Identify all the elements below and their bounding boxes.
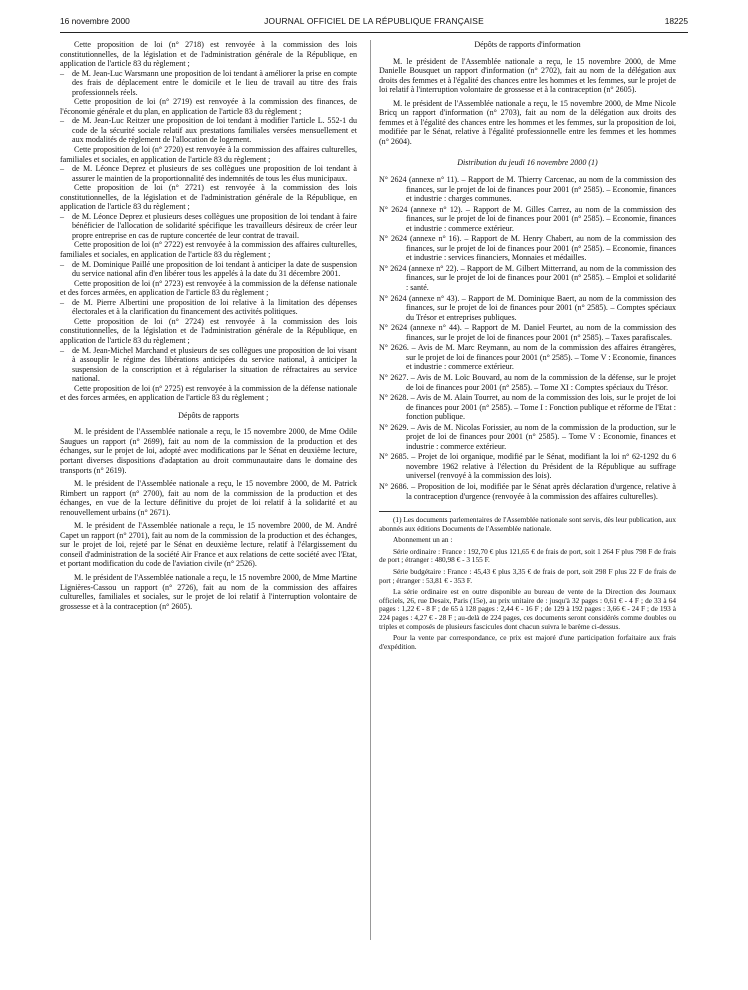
reports-list [60,427,357,611]
distribution-entry: N° 2624 (annexe n° 11). – Rapport de M. Thierry Carcenac, au nom de la commission des finances, sur le projet de loi de finances pour 2001 (n° 2585). – Economie, finances et industrie : charges communes. [379,175,676,204]
footnote-paragraph: Série budgétaire : France : 45,43 € plus 3,35 € de frais de port, soit 298 F plus 22 F de frais de port ; étranger : 53,81 € - 353 F. [379,567,676,585]
distribution-entry: N° 2629. – Avis de M. Nicolas Forissier, au nom de la commission de la production, sur le projet de loi de finances pour 2001 (n° 2585). – Tome V : Economie, finances et industrie : commerce extérieur. [379,422,676,451]
referral-paragraph: Cette proposition de loi (n° 2721) est renvoyée à la commission des lois constitutionnelles, de la législation et de l'administration générale de la République, en application de l'article 83 du règlement ; [60,183,357,212]
info-report-paragraph: M. le président de l'Assemblée nationale a reçu, le 15 novembre 2000, de Mme Danielle Bousquet un rapport d'information (n° 2702), fait au nom de la délégation aux droits des femmes et à l'égalité des chances entre les hommes et les femmes, sur le projet de loi relatif à l'interruption volontaire de grossesse et à la contraception (n° 2605). [379,56,676,95]
page-number: 18225 [664,16,688,26]
bill-entry: – de M. Pierre Albertini une proposition de loi relative à la limitation des dépenses électorales et à la clarification du financement des activités politiques. [60,298,357,317]
report-paragraph: M. le président de l'Assemblée nationale a reçu, le 15 novembre 2000, de M. André Capet un rapport (n° 2701), fait au nom de la commission de la production et des échanges, sur le projet de loi, rejeté par le Sénat en deuxième lecture, relatif à l'élargissement du conseil d'administration de la société Air France et aux relations de cette société avec l'Etat, et portant modification du code de l'aviation civile (n° 2526). [60,521,357,569]
footnote-paragraph: La série ordinaire est en outre disponible au bureau de vente de la Direction des Journaux officiels, 26, rue Desaix, Paris (15e), au prix unitaire de : jusqu'à 32 pages : 0,61 € - 4 F ; de 33 à 64 pages : 1,22 € - 8 F ; de 65 à 128 pages : 2,44 € - 16 F ; de 129 à 192 pages : 3,66 € - 24 F ; de 193 à 224 pages : 4,27 € - 28 F ; au-delà de 224 pages, ces documents seront considérés comme doubles ou triples et composés de plusieurs fascicules dont chacun suivra le barème ci-dessus. [379,587,676,631]
distribution-entry: N° 2686. – Proposition de loi, modifiée par le Sénat après déclaration d'urgence, relative à la contraception d'urgence (renvoyée à la commission des affaires culturelles). [379,481,676,501]
journal-title: JOURNAL OFFICIEL DE LA RÉPUBLIQUE FRANÇAISE [264,16,484,26]
referrals-list [60,40,357,403]
footnote-paragraph: (1) Les documents parlementaires de l'Assemblée nationale sont servis, dès leur publication, aux abonnés aux éditions Documents de l'Assemblée nationale. [379,515,676,533]
bill-entry: – de M. Jean-Luc Reitzer une proposition de loi tendant à modifier l'article L. 552-1 du code de la sécurité sociale relatif aux prestations familiales versées mensuellement et aux modalités de règlement de l'allocation de logement. [60,116,357,145]
bill-entry: – de M. Jean-Luc Warsmann une proposition de loi tendant à améliorer la prise en compte des frais de déplacement entre le domicile et le lieu de travail au titre des frais professionnels réels. [60,69,357,98]
referral-paragraph: Cette proposition de loi (n° 2723) est renvoyée à la commission de la défense nationale et des forces armées, en application de l'article 83 du règlement ; [60,278,357,298]
referral-paragraph: Cette proposition de loi (n° 2724) est renvoyée à la commission des lois constitutionnelles, de la législation et de l'administration générale de la République, en application de l'article 83 du règlement ; [60,316,357,345]
distribution-entry: N° 2685. – Projet de loi organique, modifié par le Sénat, modifiant la loi n° 62-1292 du 6 novembre 1962 relative à l'élection du Président de la République au suffrage universel (renvoyé à la commission des lois). [379,452,676,481]
distribution-entry: N° 2624 (annexe n° 16). – Rapport de M. Henry Chabert, au nom de la commission des finances, sur le projet de loi de finances pour 2001 (n° 2585). – Economie, finances et industrie : services financiers, Monnaies et médailles. [379,234,676,263]
footnotes [379,516,676,651]
bill-entry: – de M. Jean-Michel Marchand et plusieurs de ses collègues une proposition de loi visant à assouplir le régime des libérations anticipées du service national, à anticiper la suspension de la conscription et à régulariser la situation de réfractaires au service national. [60,346,357,384]
page-header [60,16,688,30]
distribution-list [379,175,676,501]
referral-paragraph: Cette proposition de loi (n° 2725) est renvoyée à la commission de la défense nationale et des forces armées, en application de l'article 83 du règlement ; [60,383,357,403]
footnote-paragraph: Abonnement un an : [393,535,453,545]
distribution-entry: N° 2626. – Avis de M. Marc Reymann, au nom de la commission des affaires étrangères, sur le projet de loi de finances pour 2001 (n° 2585). – Tome V : Economie, finances et industrie : commerce extérieur. [379,343,676,372]
bill-entry: – de M. Dominique Paillé une proposition de loi tendant à anticiper la date de suspension du service national afin d'en libérer tous les appelés à la date du 31 décembre 2001. [60,260,357,279]
header-rule [60,32,688,33]
report-paragraph: M. le président de l'Assemblée nationale a reçu, le 15 novembre 2000, de Mme Odile Saugues un rapport (n° 2699), fait au nom de la commission de la production et des échanges, sur le projet de loi, adopté avec modifications par le Sénat en deuxième lecture, portant diverses dispositions d'adaptation au droit communautaire dans le domaine des transports (n° 2619). [60,427,357,475]
report-paragraph: M. le président de l'Assemblée nationale a reçu, le 15 novembre 2000, de Mme Martine Lignières-Cassou un rapport (n° 2726), fait au nom de la commission des affaires culturelles, familiales et sociales, sur le projet de loi relatif à l'interruption volontaire de grossesse et à la contraception (n° 2605). [60,572,357,611]
report-paragraph: M. le président de l'Assemblée nationale a reçu, le 15 novembre 2000, de M. Patrick Rimbert un rapport (n° 2700), fait au nom de la commission de la production et des échanges, en vue de la lecture définitive du projet de loi relatif à la solidarité et au renouvellement urbains (n° 2671). [60,479,357,517]
footnote-rule [379,511,451,512]
bill-entry: – de M. Léonce Deprez et plusieurs deses collègues une proposition de loi tendant à faire bénéficier de l'allocation de solidarité spécifique les travailleurs désireux de créer leur propre entreprise en cas de rupture concertée de leur contrat de travail. [60,212,357,241]
distribution-entry: N° 2624 (annexe n° 12). – Rapport de M. Gilles Carrez, au nom de la commission des finances, sur le projet de loi de finances pour 2001 (n° 2585). – Economie, finances et industrie : commerce extérieur. [379,204,676,233]
distribution-entry: N° 2627. – Avis de M. Loïc Bouvard, au nom de la commission de la défense, sur le projet de loi de finances pour 2001 (n° 2585). – Tome XI : Comptes spéciaux du Trésor. [379,372,676,392]
left-column [60,40,357,615]
distribution-entry: N° 2624 (annexe n° 43). – Rapport de M. Dominique Baert, au nom de la commission des finances, sur le projet de loi de finances pour 2001 (n° 2585). – Comptes spéciaux du Trésor et entreprises publiques. [379,293,676,322]
bill-entry: – de M. Léonce Deprez et plusieurs de ses collègues une proposition de loi tendant à assurer le maintien de la proportionnalité des indemnités de tous les élus municipaux. [60,164,357,183]
referral-paragraph: Cette proposition de loi (n° 2718) est renvoyée à la commission des lois constitutionnelles, de la législation et de l'administration générale de la République, en application de l'article 83 du règlement ; [60,40,357,69]
header-date: 16 novembre 2000 [60,16,130,26]
column-divider [370,40,371,940]
distribution-entry: N° 2624 (annexe n° 44). – Rapport de M. Daniel Feurtet, au nom de la commission des finances, sur le projet de loi de finances pour 2001 (n° 2585). – Taxes parafiscales. [379,323,676,342]
info-reports-list [379,57,676,147]
referral-paragraph: Cette proposition de loi (n° 2719) est renvoyée à la commission des finances, de l'économie générale et du plan, en application de l'article 83 du règlement ; [60,97,357,116]
footnote-paragraph: Série ordinaire : France : 192,70 € plus 121,65 € de frais de port, soit 1 264 F plus 798 F de frais de port ; étranger : 480,98 € - 3 155 F. [379,546,676,565]
distribution-heading: Distribution du jeudi 16 novembre 2000 (1) [457,158,598,168]
info-reports-heading: Dépôts de rapports d'information [474,40,581,49]
distribution-entry: N° 2624 (annexe n° 22). – Rapport de M. Gilbert Mitterrand, au nom de la commission des finances, sur le projet de loi de finances pour 2001 (n° 2585). – Emploi et solidarité : santé. [379,263,676,293]
distribution-entry: N° 2628. – Avis de M. Alain Tourret, au nom de la commission des lois, sur le projet de loi de finances pour 2001 (n° 2585). – Tome I : Fonction publique et réforme de l'Etat : fonction publique. [379,393,676,422]
referral-paragraph: Cette proposition de loi (n° 2722) est renvoyée à la commission des affaires culturelles, familiales et sociales, en application de l'article 83 du règlement ; [60,240,357,260]
referral-paragraph: Cette proposition de loi (n° 2720) est renvoyée à la commission des affaires culturelles, familiales et sociales, en application de l'article 83 du règlement ; [60,145,357,164]
footnote-paragraph: Pour la vente par correspondance, ce prix est majoré d'une participation forfaitaire aux frais d'expédition. [379,633,676,651]
info-report-paragraph: M. le président de l'Assemblée nationale a reçu, le 15 novembre 2000, de Mme Nicole Bricq un rapport d'information (n° 2703), fait au nom de la délégation aux droits des femmes et à l'égalité des chances entre les hommes et les femmes, sur la proposition de loi, modifiée par le Sénat, relative à l'égalité professionnelle entre les femmes et les hommes (n° 2604). [379,98,676,146]
right-column [379,40,676,654]
reports-heading: Dépôts de rapports [178,410,239,420]
